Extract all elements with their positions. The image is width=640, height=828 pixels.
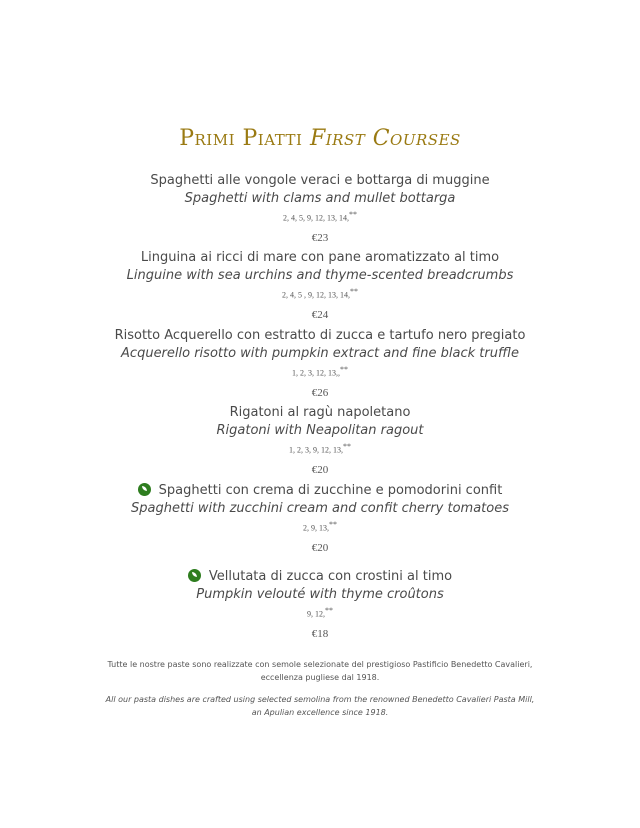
item-name-en: Rigatoni with Neapolitan ragout bbox=[216, 423, 424, 438]
section-title-en: First Courses bbox=[309, 126, 461, 151]
allergen-list: 1, 2, 3, 12, 13,, bbox=[292, 368, 340, 378]
footer-note-it: Tutte le nostre paste sono realizzate con semole selezionate del prestigioso Pastificio Benedetto Cavalieri, eccellenza pugliese dal 1918. bbox=[107, 660, 533, 682]
menu-item bbox=[0, 482, 640, 556]
item-price: €24 bbox=[311, 308, 329, 321]
item-allergens bbox=[0, 604, 640, 622]
item-price: €23 bbox=[311, 231, 329, 244]
menu-item bbox=[0, 249, 640, 323]
vegan-leaf-icon bbox=[138, 483, 151, 496]
item-allergens bbox=[0, 518, 640, 536]
item-name-en: Spaghetti with zucchini cream and confit cherry tomatoes bbox=[130, 501, 509, 516]
item-allergens bbox=[0, 208, 640, 226]
allergen-list: 2, 4, 5, 9, 12, 13, 14, bbox=[283, 213, 349, 223]
item-name-row bbox=[0, 482, 640, 500]
allergen-mark: ** bbox=[325, 606, 333, 615]
item-name-en: Acquerello risotto with pumpkin extract and fine black truffle bbox=[121, 346, 519, 361]
item-name-row bbox=[0, 568, 640, 586]
item-name: Risotto Acquerello con estratto di zucca e tartufo nero pregiato bbox=[114, 328, 526, 343]
menu-item bbox=[0, 172, 640, 246]
item-allergens bbox=[0, 440, 640, 458]
menu-item bbox=[0, 327, 640, 401]
item-price: €20 bbox=[311, 463, 329, 476]
item-name-en: Pumpkin velouté with thyme croûtons bbox=[196, 587, 444, 602]
item-price: €26 bbox=[311, 386, 329, 399]
item-name-en: Linguine with sea urchins and thyme-scented breadcrumbs bbox=[126, 268, 514, 283]
menu-item bbox=[0, 568, 640, 642]
allergen-list: 9, 12, bbox=[307, 609, 325, 619]
item-price: €20 bbox=[311, 541, 329, 554]
allergen-list: 2, 4, 5 , 9, 12, 13, 14, bbox=[282, 290, 350, 300]
item-name: Vellutata di zucca con crostini al timo bbox=[208, 569, 453, 584]
item-price: €18 bbox=[311, 627, 329, 640]
footer-note-en: All our pasta dishes are crafted using selected semolina from the renowned Benedetto Cavalieri Pasta Mill, an Apulian excellence since 1918. bbox=[105, 695, 535, 717]
allergen-mark: ** bbox=[350, 287, 358, 296]
section-title bbox=[0, 126, 640, 151]
allergen-list: 1, 2, 3, 9, 12, 13, bbox=[289, 445, 343, 455]
item-name: Spaghetti con crema di zucchine e pomodorini confit bbox=[158, 483, 503, 498]
item-name: Spaghetti alle vongole veraci e bottarga di muggine bbox=[150, 173, 490, 188]
item-allergens bbox=[0, 285, 640, 303]
item-allergens bbox=[0, 363, 640, 381]
allergen-mark: ** bbox=[349, 210, 357, 219]
allergen-list: 2, 9, 13, bbox=[303, 523, 329, 533]
item-name: Rigatoni al ragù napoletano bbox=[229, 405, 411, 420]
item-name-en: Spaghetti with clams and mullet bottarga bbox=[184, 191, 456, 206]
allergen-mark: ** bbox=[329, 520, 337, 529]
allergen-mark: ** bbox=[340, 365, 348, 374]
vegan-leaf-icon bbox=[188, 569, 201, 582]
section-title-it: Primi Piatti bbox=[179, 126, 303, 151]
allergen-mark: ** bbox=[343, 442, 351, 451]
item-name: Linguina ai ricci di mare con pane aromatizzato al timo bbox=[140, 250, 500, 265]
menu-item bbox=[0, 404, 640, 478]
